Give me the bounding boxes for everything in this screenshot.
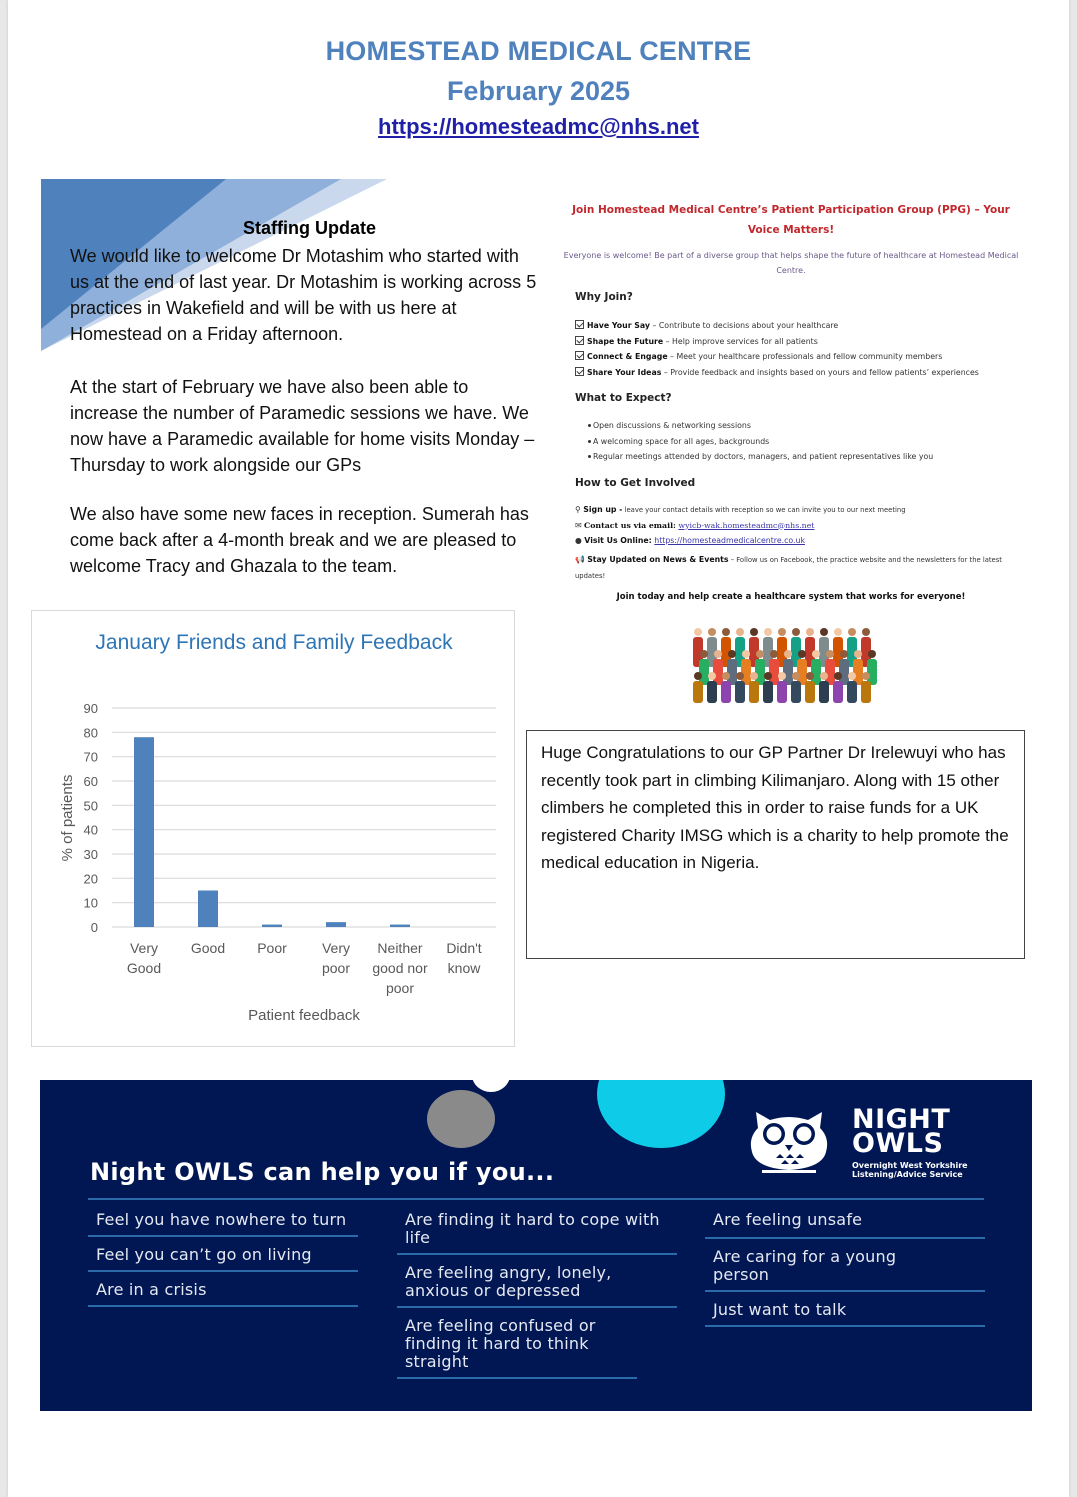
checkbox-icon	[575, 336, 584, 345]
y-tick-label: 80	[83, 725, 98, 741]
expect-item: A welcoming space for all ages, backgrounds	[588, 437, 933, 453]
diverse-crowd-illustration	[690, 620, 880, 722]
expect-item: Regular meetings attended by doctors, managers, and patient representatives like you	[588, 452, 933, 468]
y-tick-label: 40	[83, 822, 98, 838]
night-owls-column-3	[705, 1202, 985, 1327]
heading-divider	[88, 1198, 984, 1200]
help-item: Are feeling confused or finding it hard to think straight	[397, 1308, 637, 1379]
chart-title: January Friends and Family Feedback	[95, 631, 453, 654]
help-item: Feel you can’t go on living	[88, 1237, 358, 1272]
x-axis-label: Patient feedback	[248, 1007, 360, 1024]
why-join-item: Share Your Ideas – Provide feedback and insights based on yours and fellow patients’ experiences	[575, 367, 979, 383]
y-tick-label: 90	[83, 701, 98, 716]
stay-updated-item: 📢 Stay Updated on News & Events – Follow us on Facebook, the practice website and the newsletters for the latest updates!	[575, 554, 1002, 580]
x-tick-label: know	[447, 960, 481, 976]
help-item: Are finding it hard to cope with life	[397, 1202, 677, 1255]
pin-icon: ⚲	[575, 505, 584, 514]
x-tick-label: Poor	[257, 940, 287, 956]
help-item: Are caring for a young person	[713, 1247, 897, 1284]
cyan-circle-decoration	[597, 1080, 725, 1148]
help-item: Are in a crisis	[88, 1272, 358, 1307]
bar	[326, 922, 346, 927]
help-item: Just want to talk	[705, 1292, 985, 1327]
help-item: Are feeling unsafe	[705, 1202, 985, 1239]
why-join-item: Shape the Future – Help improve services for all patients	[575, 336, 979, 352]
owl-logo-icon	[748, 1108, 830, 1174]
checkbox-icon	[575, 367, 584, 376]
y-axis-label: % of patients	[59, 774, 76, 862]
night-owls-logo: NIGHT OWLS Overnight West Yorkshire Listening/Advice Service	[852, 1104, 968, 1179]
help-item: Are feeling angry, lonely, anxious or depressed	[397, 1255, 677, 1308]
contact-email-link[interactable]: wyicb-wak.homesteadmc@nhs.net	[678, 520, 815, 530]
website-link[interactable]: https://homesteadmedicalcentre.co.uk	[654, 536, 805, 545]
x-tick-label: poor	[321, 960, 351, 976]
grey-circle-decoration	[427, 1090, 495, 1148]
why-join-heading: Why Join?	[575, 291, 633, 303]
white-circle-decoration	[472, 1080, 510, 1092]
staffing-update-heading: Staffing Update	[243, 218, 376, 238]
x-tick-label: Very	[129, 940, 159, 956]
why-join-list	[575, 320, 979, 382]
y-tick-label: 30	[83, 847, 98, 862]
bullet-icon	[588, 440, 591, 443]
staffing-paragraph: We would like to welcome Dr Motashim who started with us at the end of last year. Dr Motashim is working across 5 practices in Wakefield and will be with us here at Homestead on a Friday afternoon.	[70, 246, 537, 344]
checkbox-icon	[575, 320, 584, 329]
envelope-icon: ✉	[575, 520, 585, 530]
expect-list	[588, 421, 933, 468]
y-tick-label: 10	[83, 895, 98, 911]
x-tick-label: Neither	[377, 940, 423, 956]
what-to-expect-heading: What to Expect?	[575, 392, 672, 404]
y-tick-label: 70	[83, 749, 98, 765]
bar	[390, 925, 410, 927]
night-owls-panel	[40, 1080, 1032, 1411]
x-tick-label: good nor	[372, 960, 428, 976]
visit-online-item: ● Visit Us Online: https://homesteadmedicalcentre.co.uk	[575, 536, 805, 545]
globe-icon: ●	[575, 536, 585, 545]
x-tick-label: poor	[385, 980, 415, 996]
how-to-get-involved-heading: How to Get Involved	[575, 477, 696, 489]
ppg-title: Join Homestead Medical Centre’s Patient Participation Group (PPG) – Your Voice Matters!	[572, 204, 1010, 236]
help-item: Feel you have nowhere to turn	[88, 1202, 358, 1237]
ppg-section	[556, 200, 1026, 610]
bar	[134, 737, 154, 927]
contact-item: ✉ Contact us via email: wyicb-wak.homesteadmc@nhs.net	[575, 520, 815, 530]
megaphone-icon: 📢	[575, 554, 588, 564]
why-join-item: Have Your Say – Contribute to decisions about your healthcare	[575, 320, 979, 336]
staffing-paragraph: We also have some new faces in reception. Sumerah has come back after a 4-month break and we are pleased to welcome Tracy and Ghazala to the team.	[70, 504, 529, 576]
ppg-intro: Everyone is welcome! Be part of a diverse group that helps shape the future of healthcare at Homestead Medical Centre.	[563, 251, 1019, 275]
y-tick-label: 0	[90, 920, 98, 935]
x-tick-label: Good	[190, 940, 226, 956]
feedback-chart	[31, 610, 515, 1047]
expect-item: Open discussions & networking sessions	[588, 421, 933, 437]
bar-chart-plot	[32, 611, 516, 1048]
bar	[198, 891, 218, 928]
why-join-item: Connect & Engage – Meet your healthcare professionals and fellow community members	[575, 351, 979, 367]
y-tick-label: 20	[83, 871, 98, 887]
night-owls-heading: Night OWLS can help you if you...	[90, 1158, 555, 1186]
x-tick-label: Very	[321, 940, 351, 956]
newsletter-month: February 2025	[446, 76, 631, 106]
practice-link[interactable]: https://homesteadmc@nhs.net	[378, 114, 699, 139]
ppg-call-to-action: Join today and help create a healthcare system that works for everyone!	[616, 592, 966, 602]
bullet-icon	[588, 424, 591, 427]
congratulations-box: Huge Congratulations to our GP Partner Dr Irelewuyi who has recently took part in climbing Kilimanjaro. Along with 15 other climbers he completed this in order to raise funds for a UK registered Charity IMSG which is a charity to help promote the medical education in Nigeria.	[526, 730, 1025, 959]
bar	[262, 925, 282, 927]
staffing-paragraph: At the start of February we have also been able to increase the number of Paramedic sessions we have. We now have a Paramedic available for home visits Monday – Thursday to work alongside our GPs	[70, 377, 535, 475]
signup-item: ⚲ Sign up - leave your contact details with reception so we can invite you to our next meeting	[575, 505, 906, 514]
bullet-icon	[588, 455, 591, 458]
x-tick-label: Good	[126, 960, 162, 976]
newsletter-title: HOMESTEAD MEDICAL CENTRE	[325, 36, 752, 66]
night-owls-column-1	[88, 1202, 358, 1307]
x-tick-label: Didn't	[446, 940, 482, 956]
checkbox-icon	[575, 351, 584, 360]
night-owls-column-2	[397, 1202, 677, 1379]
y-tick-label: 60	[83, 774, 98, 789]
y-tick-label: 50	[83, 798, 98, 814]
involved-list	[575, 505, 1020, 585]
